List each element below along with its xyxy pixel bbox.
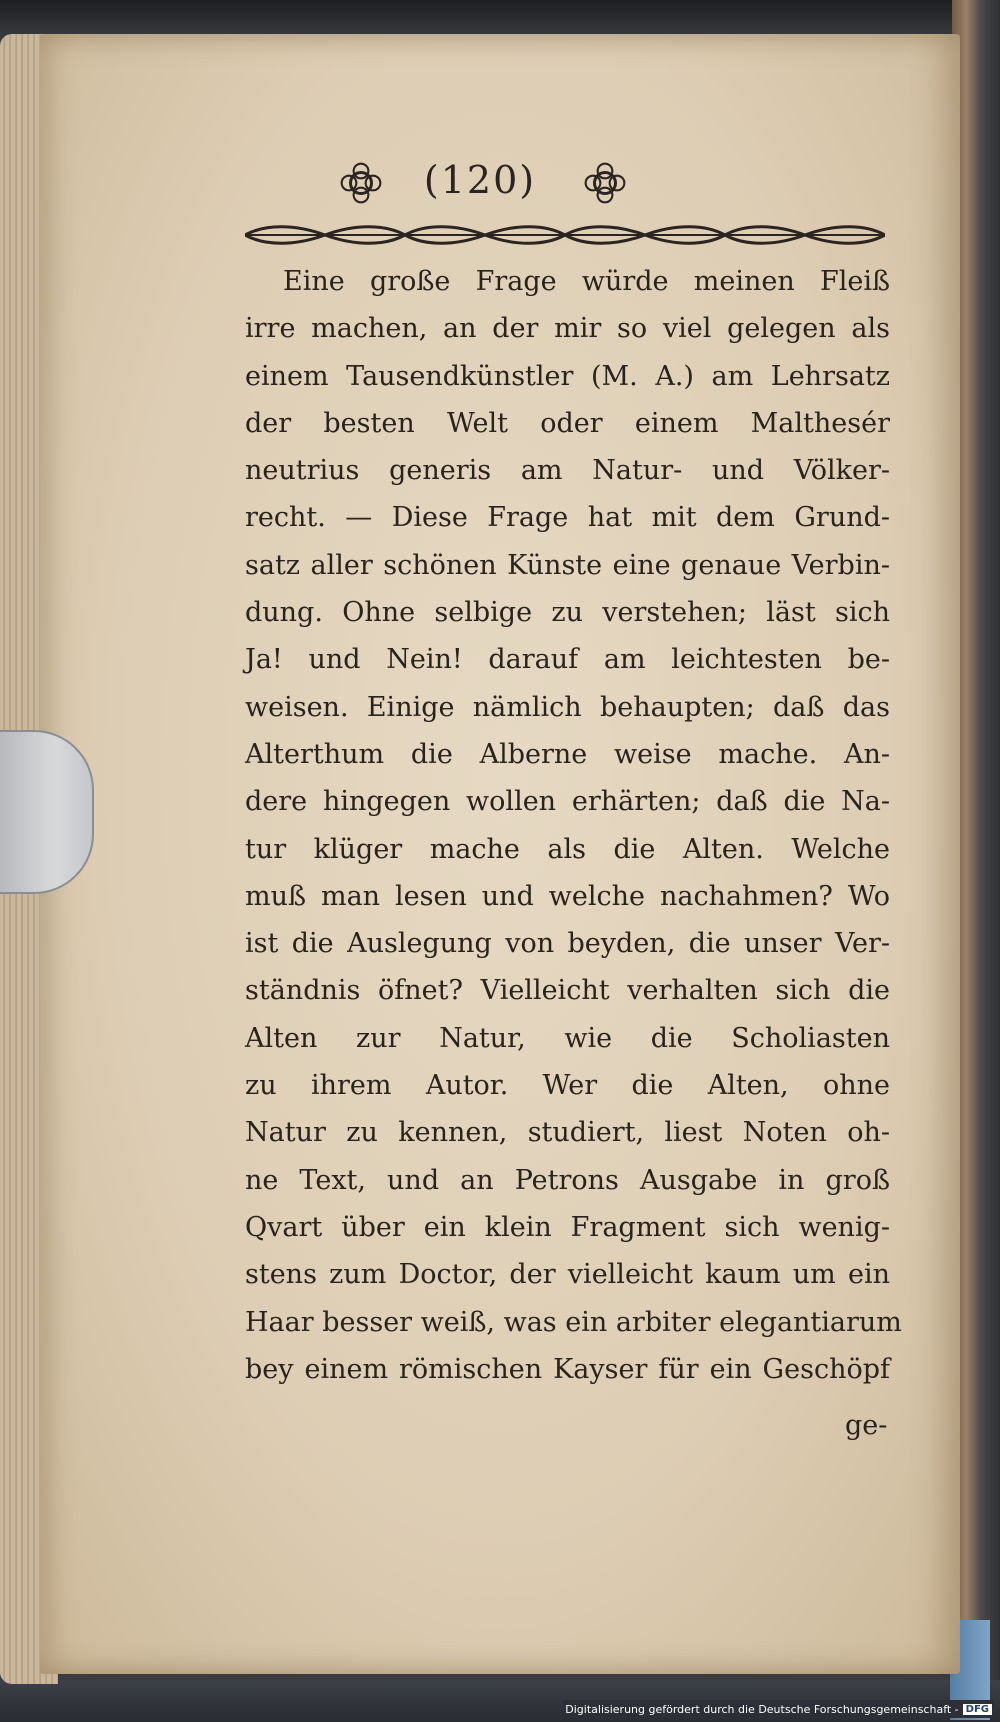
page-holder-tab bbox=[0, 730, 94, 894]
text-line: dung. Ohne selbige zu verstehen; läst sich bbox=[245, 597, 890, 629]
text-line: ne Text, und an Petrons Ausgabe in groß bbox=[245, 1164, 890, 1196]
text-line: Alterthum die Alberne weise mache. An- bbox=[245, 738, 890, 770]
text-line: der besten Welt oder einem Malthesér bbox=[245, 407, 890, 439]
text-line: stens zum Doctor, der vielleicht kaum um ein bbox=[245, 1259, 890, 1291]
text-line: irre machen, an der mir so viel gelegen als bbox=[245, 313, 890, 345]
text-line: Ja! und Nein! darauf am leichtesten be- bbox=[245, 644, 890, 676]
text-line: tur klüger mache als die Alten. Welche bbox=[245, 833, 890, 865]
decorative-rule bbox=[245, 222, 885, 248]
text-line: Haar besser weiß, was ein arbiter elegantiarum bbox=[245, 1306, 902, 1338]
text-line: bey einem römischen Kayser für ein Geschöpf bbox=[245, 1353, 890, 1385]
flower-ornament-icon bbox=[580, 158, 624, 202]
text-line: einem Tausendkünstler (M. A.) am Lehrsatz bbox=[245, 360, 890, 392]
text-line: Natur zu kennen, studiert, liest Noten oh- bbox=[245, 1117, 890, 1149]
text-line: weisen. Einige nämlich behaupten; daß das bbox=[245, 691, 890, 723]
page-header bbox=[240, 148, 720, 212]
text-line: muß man lesen und welche nachahmen? Wo bbox=[245, 880, 890, 912]
text-line: neutrius generis am Natur- und Völker- bbox=[245, 455, 890, 487]
credit-text: Digitalisierung gefördert durch die Deutsche Forschungsgemeinschaft - bbox=[565, 1702, 959, 1716]
text-line: satz aller schönen Künste eine genaue Verbin- bbox=[245, 549, 890, 581]
text-line: recht. — Diese Frage hat mit dem Grund- bbox=[245, 502, 890, 534]
catchword: ge- bbox=[845, 1410, 888, 1441]
digitization-credit bbox=[563, 1700, 994, 1718]
flower-ornament-icon bbox=[336, 158, 380, 202]
text-line: Qvart über ein klein Fragment sich wenig- bbox=[245, 1211, 890, 1243]
text-line: dere hingegen wollen erhärten; daß die Na- bbox=[245, 786, 890, 818]
text-line: Eine große Frage würde meinen Fleiß bbox=[283, 266, 890, 297]
text-line: zu ihrem Autor. Wer die Alten, ohne bbox=[245, 1070, 890, 1102]
dfg-logo: DFG bbox=[963, 1704, 992, 1715]
page-number: (120) bbox=[423, 158, 537, 202]
text-line: Alten zur Natur, wie die Scholiasten bbox=[245, 1022, 890, 1054]
text-line: ist die Auslegung von beyden, die unser Ver- bbox=[245, 928, 890, 960]
body-text bbox=[245, 258, 902, 1393]
text-line: ständnis öfnet? Vielleicht verhalten sich die bbox=[245, 975, 890, 1007]
